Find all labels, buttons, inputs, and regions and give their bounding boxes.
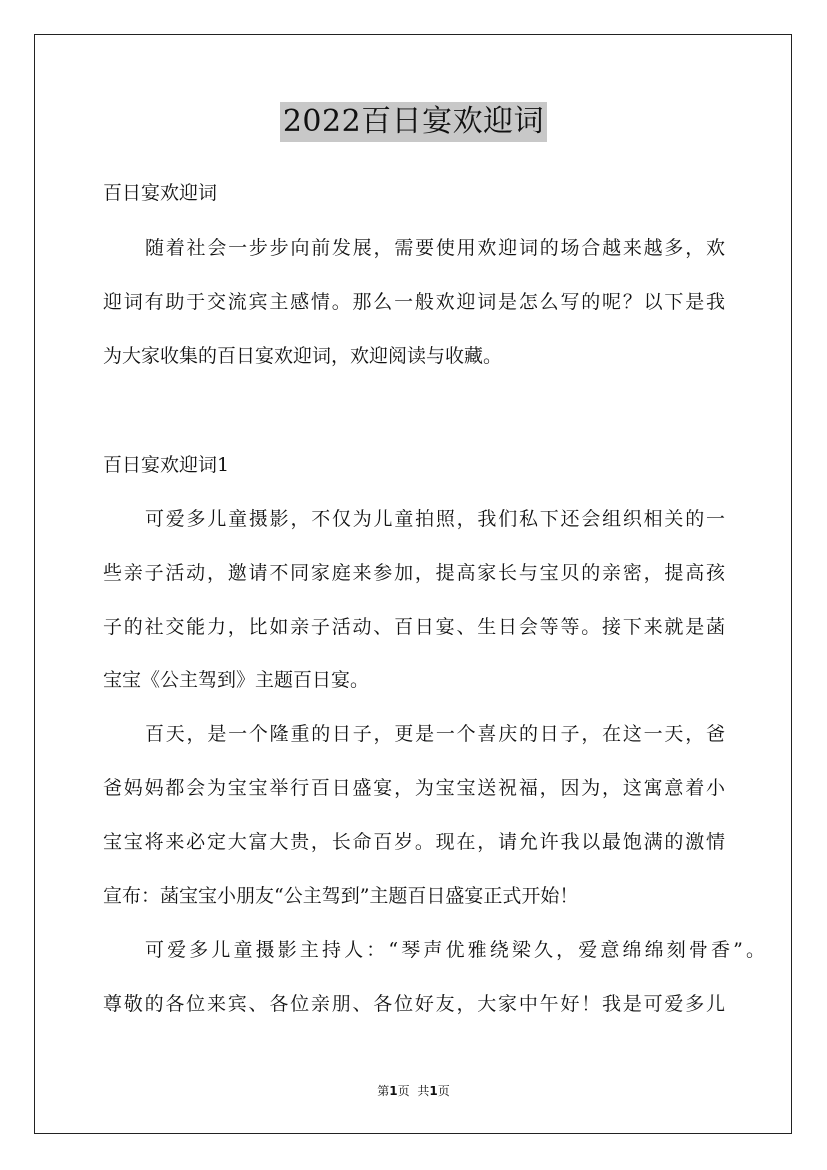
- paragraph-line: 子的社交能力，比如亲子活动、百日宴、生日会等等。接下来就是菡: [103, 616, 725, 638]
- footer-total-prefix: 共: [417, 1084, 430, 1098]
- footer-total-suffix: 页: [437, 1084, 450, 1098]
- footer-total-pages: 1: [429, 1084, 438, 1098]
- paragraph-line: 尊敬的各位来宾、各位亲朋、各位好友，大家中午好！我是可爱多儿: [103, 993, 725, 1015]
- section-heading: 百日宴欢迎词: [103, 182, 218, 204]
- page-footer: [0, 1083, 827, 1099]
- section-heading: 百日宴欢迎词1: [103, 454, 230, 476]
- paragraph-line: 随着社会一步步向前发展，需要使用欢迎词的场合越来越多，欢: [145, 237, 725, 259]
- footer-page-number: 1: [389, 1084, 398, 1098]
- paragraph-line: 百天，是一个隆重的日子，更是一个喜庆的日子，在这一天，爸: [145, 723, 725, 745]
- paragraph-line: 爸妈妈都会为宝宝举行百日盛宴，为宝宝送祝福，因为，这寓意着小: [103, 777, 725, 799]
- paragraph-line: 些亲子活动，邀请不同家庭来参加，提高家长与宝贝的亲密，提高孩: [103, 562, 725, 584]
- document-title: 2022百日宴欢迎词: [280, 102, 547, 142]
- paragraph-line: 为大家收集的百日宴欢迎词，欢迎阅读与收藏。: [103, 345, 503, 367]
- paragraph-line: 可爱多儿童摄影主持人：“琴声优雅绕梁久，爱意绵绵刻骨香”。: [145, 939, 765, 961]
- paragraph-line: 迎词有助于交流宾主感情。那么一般欢迎词是怎么写的呢？以下是我: [103, 291, 725, 313]
- footer-page-suffix: 页: [397, 1084, 410, 1098]
- footer-prefix: 第: [377, 1084, 390, 1098]
- paragraph-line: 可爱多儿童摄影，不仅为儿童拍照，我们私下还会组织相关的一: [145, 508, 725, 530]
- paragraph-line: 宝宝将来必定大富大贵，长命百岁。现在，请允许我以最饱满的激情: [103, 831, 725, 853]
- title-container: [0, 102, 827, 142]
- paragraph-line: 宣布：菡宝宝小朋友“公主驾到”主题百日盛宴正式开始！: [103, 885, 579, 907]
- paragraph-line: 宝宝《公主驾到》主题百日宴。: [103, 669, 370, 691]
